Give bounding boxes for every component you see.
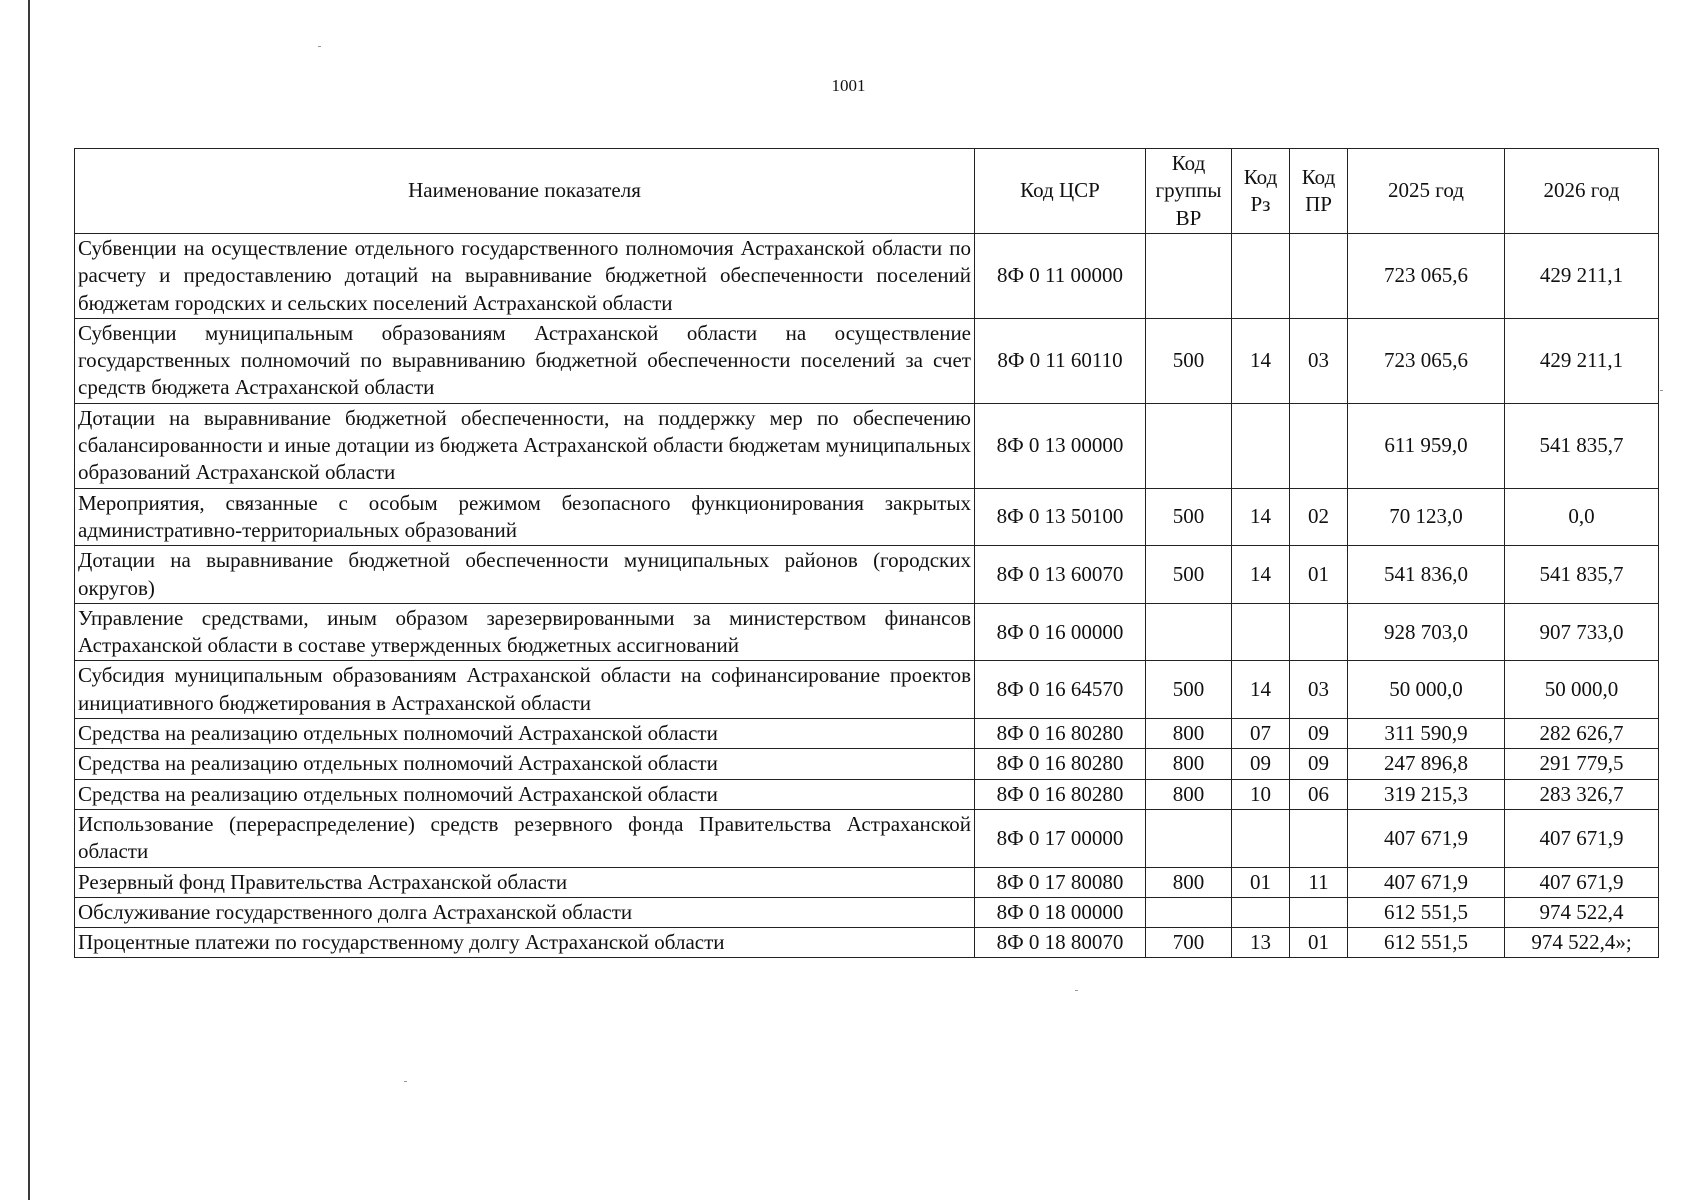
- table-row: [75, 867, 1659, 897]
- cell-vr: 800: [1146, 779, 1232, 809]
- cell-2025: 319 215,3: [1348, 779, 1505, 809]
- cell-pr: 09: [1290, 719, 1348, 749]
- cell-vr: 500: [1146, 318, 1232, 403]
- cell-pr: 11: [1290, 867, 1348, 897]
- cell-rz: 14: [1232, 546, 1290, 604]
- cell-name: Средства на реализацию отдельных полномочий Астраханской области: [75, 749, 975, 779]
- cell-2026: 429 211,1: [1505, 234, 1659, 319]
- cell-name: Субвенции муниципальным образованиям Астраханской области на осуществление государственных полномочий по выравниванию бюджетной обеспеченности поселений за счет средств бюджета Астраханской области: [75, 318, 975, 403]
- cell-name: Субвенции на осуществление отдельного государственного полномочия Астраханской области по расчету и предоставлению дотаций на выравнивание бюджетной обеспеченности поселений бюджетам городских и сельских поселений Астраханской области: [75, 234, 975, 319]
- cell-vr: [1146, 897, 1232, 927]
- budget-table: [74, 148, 1659, 958]
- cell-2026: 407 671,9: [1505, 867, 1659, 897]
- cell-vr: 700: [1146, 928, 1232, 958]
- cell-csr: 8Ф 0 11 00000: [975, 234, 1146, 319]
- cell-name: Обслуживание государственного долга Астраханской области: [75, 897, 975, 927]
- scan-speck: [318, 46, 321, 47]
- cell-name: Дотации на выравнивание бюджетной обеспеченности, на поддержку мер по обеспечению сбалансированности и иные дотации из бюджета Астраханской области бюджетам муниципальных образований Астраханской области: [75, 403, 975, 488]
- cell-csr: 8Ф 0 13 60070: [975, 546, 1146, 604]
- table-row: [75, 546, 1659, 604]
- cell-vr: [1146, 603, 1232, 661]
- table-row: [75, 719, 1659, 749]
- cell-2025: 928 703,0: [1348, 603, 1505, 661]
- binding-margin-line: [28, 0, 30, 1200]
- cell-vr: 500: [1146, 661, 1232, 719]
- cell-pr: [1290, 809, 1348, 867]
- cell-vr: [1146, 403, 1232, 488]
- table-row: [75, 488, 1659, 546]
- cell-name: Процентные платежи по государственному долгу Астраханской области: [75, 928, 975, 958]
- cell-name: Использование (перераспределение) средств резервного фонда Правительства Астраханской области: [75, 809, 975, 867]
- cell-2026: 282 626,7: [1505, 719, 1659, 749]
- cell-csr: 8Ф 0 18 00000: [975, 897, 1146, 927]
- cell-pr: 01: [1290, 928, 1348, 958]
- cell-rz: 01: [1232, 867, 1290, 897]
- header-rz: Код Рз: [1232, 149, 1290, 234]
- cell-2026: 541 835,7: [1505, 546, 1659, 604]
- cell-csr: 8Ф 0 16 64570: [975, 661, 1146, 719]
- cell-name: Средства на реализацию отдельных полномочий Астраханской области: [75, 719, 975, 749]
- cell-2025: 611 959,0: [1348, 403, 1505, 488]
- cell-2026: 283 326,7: [1505, 779, 1659, 809]
- cell-csr: 8Ф 0 16 80280: [975, 719, 1146, 749]
- header-vr: Код группы ВР: [1146, 149, 1232, 234]
- cell-2025: 612 551,5: [1348, 928, 1505, 958]
- cell-pr: [1290, 603, 1348, 661]
- cell-2026: 541 835,7: [1505, 403, 1659, 488]
- cell-2025: 247 896,8: [1348, 749, 1505, 779]
- cell-csr: 8Ф 0 17 00000: [975, 809, 1146, 867]
- cell-name: Субсидия муниципальным образованиям Астраханской области на софинансирование проектов инициативного бюджетирования в Астраханской области: [75, 661, 975, 719]
- cell-csr: 8Ф 0 13 00000: [975, 403, 1146, 488]
- cell-rz: [1232, 234, 1290, 319]
- header-2026: 2026 год: [1505, 149, 1659, 234]
- cell-2025: 70 123,0: [1348, 488, 1505, 546]
- cell-2026: 407 671,9: [1505, 809, 1659, 867]
- table-row: [75, 234, 1659, 319]
- cell-vr: 800: [1146, 749, 1232, 779]
- table-row: [75, 809, 1659, 867]
- cell-2025: 541 836,0: [1348, 546, 1505, 604]
- cell-pr: [1290, 897, 1348, 927]
- cell-rz: 14: [1232, 318, 1290, 403]
- table-row: [75, 928, 1659, 958]
- scan-speck: [1660, 390, 1663, 391]
- cell-2025: 50 000,0: [1348, 661, 1505, 719]
- cell-csr: 8Ф 0 18 80070: [975, 928, 1146, 958]
- cell-rz: [1232, 897, 1290, 927]
- header-pr: Код ПР: [1290, 149, 1348, 234]
- cell-name: Средства на реализацию отдельных полномочий Астраханской области: [75, 779, 975, 809]
- cell-pr: 09: [1290, 749, 1348, 779]
- cell-pr: [1290, 234, 1348, 319]
- cell-rz: 07: [1232, 719, 1290, 749]
- header-name: Наименование показателя: [75, 149, 975, 234]
- cell-2026: 974 522,4»;: [1505, 928, 1659, 958]
- cell-vr: [1146, 809, 1232, 867]
- scan-speck: [1075, 990, 1078, 991]
- cell-2025: 407 671,9: [1348, 809, 1505, 867]
- cell-pr: 02: [1290, 488, 1348, 546]
- cell-pr: [1290, 403, 1348, 488]
- cell-csr: 8Ф 0 16 00000: [975, 603, 1146, 661]
- cell-rz: 14: [1232, 661, 1290, 719]
- table-row: [75, 779, 1659, 809]
- cell-2026: 291 779,5: [1505, 749, 1659, 779]
- cell-vr: 500: [1146, 488, 1232, 546]
- page-number: 1001: [831, 76, 866, 95]
- scan-speck: [404, 1081, 407, 1082]
- cell-csr: 8Ф 0 11 60110: [975, 318, 1146, 403]
- cell-2025: 407 671,9: [1348, 867, 1505, 897]
- cell-2025: 723 065,6: [1348, 234, 1505, 319]
- cell-rz: 10: [1232, 779, 1290, 809]
- cell-pr: 06: [1290, 779, 1348, 809]
- header-csr: Код ЦСР: [975, 149, 1146, 234]
- cell-rz: 09: [1232, 749, 1290, 779]
- table-row: [75, 318, 1659, 403]
- header-2025: 2025 год: [1348, 149, 1505, 234]
- cell-pr: 01: [1290, 546, 1348, 604]
- cell-pr: 03: [1290, 318, 1348, 403]
- cell-name: Управление средствами, иным образом зарезервированными за министерством финансов Астраханской области в составе утвержденных бюджетных ассигнований: [75, 603, 975, 661]
- cell-csr: 8Ф 0 16 80280: [975, 779, 1146, 809]
- cell-2026: 429 211,1: [1505, 318, 1659, 403]
- cell-vr: 800: [1146, 867, 1232, 897]
- cell-rz: 13: [1232, 928, 1290, 958]
- cell-vr: 800: [1146, 719, 1232, 749]
- cell-2026: 50 000,0: [1505, 661, 1659, 719]
- cell-vr: 500: [1146, 546, 1232, 604]
- table-header-row: [75, 149, 1659, 234]
- table-row: [75, 897, 1659, 927]
- cell-2025: 311 590,9: [1348, 719, 1505, 749]
- cell-2026: 0,0: [1505, 488, 1659, 546]
- cell-2026: 974 522,4: [1505, 897, 1659, 927]
- cell-rz: [1232, 403, 1290, 488]
- table-row: [75, 749, 1659, 779]
- cell-2025: 612 551,5: [1348, 897, 1505, 927]
- table-row: [75, 661, 1659, 719]
- cell-csr: 8Ф 0 17 80080: [975, 867, 1146, 897]
- table-body: [75, 234, 1659, 958]
- cell-name: Резервный фонд Правительства Астраханской области: [75, 867, 975, 897]
- cell-pr: 03: [1290, 661, 1348, 719]
- table-row: [75, 403, 1659, 488]
- cell-rz: [1232, 603, 1290, 661]
- cell-name: Дотации на выравнивание бюджетной обеспеченности муниципальных районов (городских округов): [75, 546, 975, 604]
- cell-2026: 907 733,0: [1505, 603, 1659, 661]
- cell-name: Мероприятия, связанные с особым режимом безопасного функционирования закрытых административно-территориальных образований: [75, 488, 975, 546]
- table-row: [75, 603, 1659, 661]
- cell-vr: [1146, 234, 1232, 319]
- cell-csr: 8Ф 0 16 80280: [975, 749, 1146, 779]
- cell-2025: 723 065,6: [1348, 318, 1505, 403]
- cell-rz: 14: [1232, 488, 1290, 546]
- cell-csr: 8Ф 0 13 50100: [975, 488, 1146, 546]
- cell-rz: [1232, 809, 1290, 867]
